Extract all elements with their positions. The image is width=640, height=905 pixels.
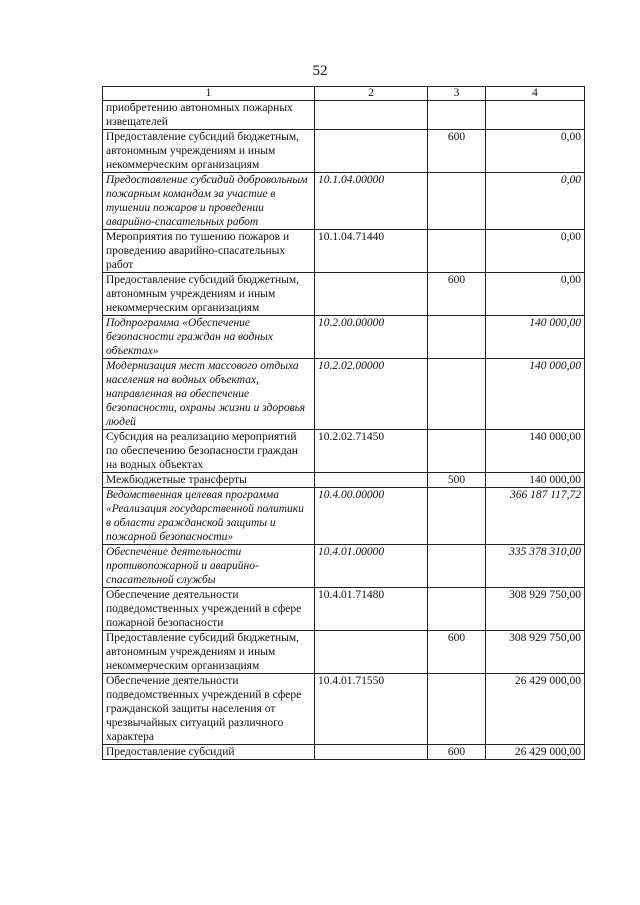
row-code-cell: 10.4.00.00000: [315, 488, 428, 545]
row-name-cell: Обеспечение деятельности подведомственных учреждений в сфере гражданской защиты населения от чрезвычайных ситуаций различного характера: [103, 674, 315, 745]
table-row: [103, 745, 585, 760]
row-kvr-cell: [428, 674, 486, 745]
row-code-cell: 10.2.02.71450: [315, 430, 428, 473]
table-row: [103, 273, 585, 316]
row-kvr-cell: [428, 359, 486, 430]
row-kvr-cell: 600: [428, 130, 486, 173]
row-name-cell: Предоставление субсидий бюджетным, автономным учреждениям и иным некоммерческим организациям: [103, 273, 315, 316]
row-code-cell: 10.2.00.00000: [315, 316, 428, 359]
table-body: [103, 101, 585, 760]
table-row: [103, 545, 585, 588]
row-code-cell: 10.2.02.00000: [315, 359, 428, 430]
row-amount-cell: [486, 101, 585, 130]
row-kvr-cell: [428, 588, 486, 631]
row-kvr-cell: [428, 101, 486, 130]
row-amount-cell: 366 187 117,72: [486, 488, 585, 545]
table-row: [103, 473, 585, 488]
row-name-cell: Мероприятия по тушению пожаров и проведению аварийно-спасательных работ: [103, 230, 315, 273]
row-amount-cell: 0,00: [486, 130, 585, 173]
column-header-3: 3: [428, 87, 486, 101]
row-name-cell: Субсидия на реализацию мероприятий по обеспечению безопасности граждан на водных объектах: [103, 430, 315, 473]
row-amount-cell: 308 929 750,00: [486, 588, 585, 631]
row-amount-cell: 26 429 000,00: [486, 674, 585, 745]
row-code-cell: 10.1.04.71440: [315, 230, 428, 273]
row-name-cell: Модернизация мест массового отдыха населения на водных объектах, направленная на обеспечение безопасности, охраны жизни и здоровья людей: [103, 359, 315, 430]
table-row: [103, 588, 585, 631]
row-code-cell: 10.1.04.00000: [315, 173, 428, 230]
row-kvr-cell: 600: [428, 631, 486, 674]
table-row: [103, 359, 585, 430]
row-code-cell: 10.4.01.71480: [315, 588, 428, 631]
row-kvr-cell: [428, 488, 486, 545]
row-kvr-cell: [428, 173, 486, 230]
column-header-4: 4: [486, 87, 585, 101]
row-name-cell: Предоставление субсидий бюджетным, автономным учреждениям и иным некоммерческим организациям: [103, 130, 315, 173]
row-amount-cell: 26 429 000,00: [486, 745, 585, 760]
table-row: [103, 230, 585, 273]
row-name-cell: Обеспечение деятельности противопожарной и аварийно-спасательной службы: [103, 545, 315, 588]
row-kvr-cell: [428, 230, 486, 273]
row-code-cell: 10.4.01.00000: [315, 545, 428, 588]
row-kvr-cell: [428, 545, 486, 588]
row-name-cell: Предоставление субсидий бюджетным, автономным учреждениям и иным некоммерческим организациям: [103, 631, 315, 674]
table-row: [103, 130, 585, 173]
table-header-row: [103, 87, 585, 101]
row-amount-cell: 0,00: [486, 173, 585, 230]
row-code-cell: [315, 745, 428, 760]
row-name-cell: Подпрограмма «Обеспечение безопасности граждан на водных объектах»: [103, 316, 315, 359]
table-row: [103, 674, 585, 745]
row-name-cell: Межбюджетные трансферты: [103, 473, 315, 488]
row-amount-cell: 140 000,00: [486, 430, 585, 473]
row-amount-cell: 140 000,00: [486, 359, 585, 430]
row-amount-cell: 0,00: [486, 230, 585, 273]
table-row: [103, 430, 585, 473]
table-row: [103, 488, 585, 545]
row-name-cell: приобретению автономных пожарных извещателей: [103, 101, 315, 130]
row-amount-cell: 140 000,00: [486, 316, 585, 359]
row-code-cell: [315, 473, 428, 488]
row-name-cell: Предоставление субсидий добровольным пожарным командам за участие в тушении пожаров и проведении аварийно-спасательных работ: [103, 173, 315, 230]
row-kvr-cell: [428, 430, 486, 473]
table-row: [103, 316, 585, 359]
row-amount-cell: 308 929 750,00: [486, 631, 585, 674]
table-row: [103, 173, 585, 230]
row-amount-cell: 140 000,00: [486, 473, 585, 488]
row-name-cell: Ведомственная целевая программа «Реализация государственной политики в области гражданской защиты и пожарной безопасности»: [103, 488, 315, 545]
row-name-cell: Обеспечение деятельности подведомственных учреждений в сфере пожарной безопасности: [103, 588, 315, 631]
row-kvr-cell: 600: [428, 273, 486, 316]
budget-table: [102, 86, 585, 760]
page-number: 52: [312, 63, 328, 79]
column-header-1: 1: [103, 87, 315, 101]
row-kvr-cell: 500: [428, 473, 486, 488]
table-row: [103, 101, 585, 130]
table-row: [103, 631, 585, 674]
row-name-cell: Предоставление субсидий: [103, 745, 315, 760]
row-kvr-cell: [428, 316, 486, 359]
row-code-cell: [315, 631, 428, 674]
row-code-cell: [315, 101, 428, 130]
row-code-cell: 10.4.01.71550: [315, 674, 428, 745]
row-amount-cell: 0,00: [486, 273, 585, 316]
row-amount-cell: 335 378 310,00: [486, 545, 585, 588]
column-header-2: 2: [315, 87, 428, 101]
row-code-cell: [315, 273, 428, 316]
row-code-cell: [315, 130, 428, 173]
row-kvr-cell: 600: [428, 745, 486, 760]
